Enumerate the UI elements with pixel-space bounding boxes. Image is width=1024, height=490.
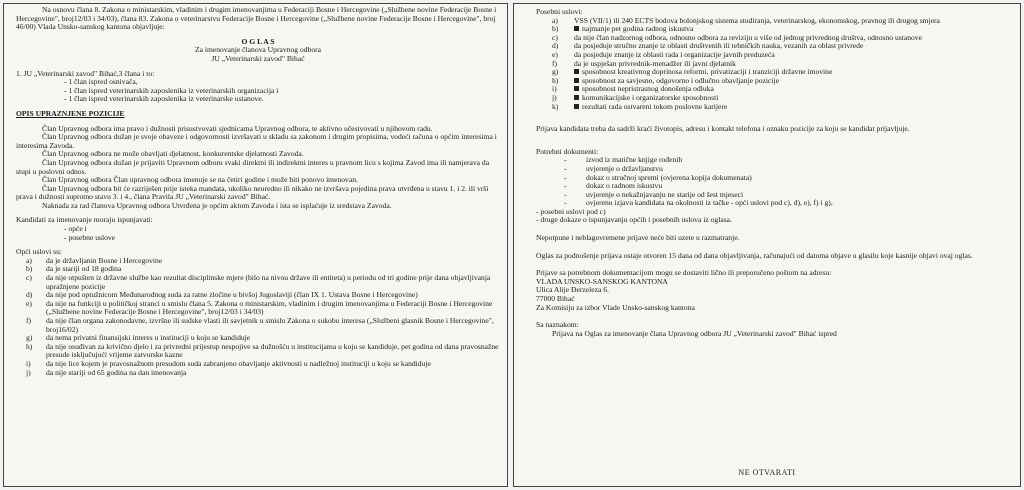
opis-paragraph: Naknada za rad članova Upravnog odbora Utvrđena je općim aktom Zavoda i ista se isplaćuje iz sredstava Zavoda. (42, 200, 392, 210)
right-column (513, 3, 1021, 487)
list-item: k) rezultati rada ostvareni tokom poslovne karijere (536, 103, 1012, 112)
list-item: - izvod iz matične knjige rođenih (564, 155, 683, 165)
bullet-square-icon: sposobnost kreativnog doprinosa reformi, privatizaciji i tranziciji državne imovine (574, 68, 1012, 77)
list-item: h) da nije osuđivan za krivično djelo i za privredni prijestup nespojive sa dužnošću u institucijama u koju se kandiduje, pet godina od dana pravosnažne presude isključujući vrijeme zatvorske kazne (26, 341, 499, 360)
opis-paragraph: Član Upravnog odbora dužan je svoje obaveze i odgovornosti izvršavati u skladu sa zakonom i drugim propisima, vodeći računa o općim interesima i interesima Zavoda. (16, 132, 497, 150)
list-item: i) da nije lice kojem je pravosnažnom presudom suda zabranjeno obavljanje aktivnosti u nadležnoj instituciji u koju se kandiduje (26, 358, 431, 368)
section-1-heading: 1. JU „Veterinarski zavod" Bihać,3 člana i to: (16, 68, 155, 78)
opci-heading: Opći uslovi su: (16, 247, 62, 257)
prijava-paragraph: Prijava kandidata treba da sadrži kraći životopis, adresu i kontakt telefona i oznaku pozicije za koju se kandidat prijavljuje. (536, 124, 910, 134)
opis-paragraph: Član Upravnog odbora ima pravo i dužnosti prisustvovati sjednicama Upravnog odbora, te aktivno učestvovati u njihovom radu. (42, 123, 433, 133)
list-item: g) sposobnost kreativnog doprinosa reformi, privatizaciji i tranziciji državne imovine (536, 68, 1012, 77)
address-line-1: VLADA UNSKO-SANSKOG KANTONA (536, 276, 668, 286)
list-item: - 1 član ispred osnivača, (64, 78, 500, 87)
list-item: j) da nije stariji od 65 godina na dan imenovanja (26, 367, 187, 377)
docs-posebni-line: - posebni uslovi pod c) (536, 206, 606, 216)
list-item: f) da je uspješan privrednik-menadžer ili javni djelatnik (552, 58, 736, 68)
list-item: g) da nema privatni finansijski interes u instituciji u koju se kandiduje (26, 333, 251, 343)
list-item: i) sposobnost nepristrasnog donošenja odluka (536, 85, 1012, 94)
opis-paragraph: Član Upravnog odbora bit će razriješen prije isteka mandata, ukoliko neuredno ili nikako ne izvršava pojedina prava utvrđena u stavu 1. i 2. ili vrši prava i dužnosti suprotno stavu 3. i 4., člana Pravila JU „Veterinarski zavod" Bihać. (16, 183, 489, 202)
list-item: d) da posjeduje stručno znanje iz oblasti društvenih ili tehničkih nauka, vezanih za oblast privrede (552, 41, 864, 51)
naznakom-text: Prijava na Oglas za imenovanje člana Upravnog odbora JU „Veterinarski zavod" Bihać ispred (552, 328, 837, 338)
list-item: - uvjerenje o nekažnjavanju ne starije od šest mjeseci (564, 189, 744, 199)
potrebni-heading: Potrebni dokumenti: (536, 146, 599, 156)
list-item: - ovjerenu izjavu kandidata na okolnosti iz tačke - opći uslovi pod c), d), e), f) i g), (564, 198, 833, 208)
posebni-heading: Posebni uslovi: (536, 7, 583, 16)
docs-druge-line: - druge dokaze o ispunjavanju općih i posebnih uslova iz oglasa. (536, 215, 732, 225)
intro-paragraph: Na osnovu člana 8. Zakona o ministarskim, vladinim i drugim imenovanjima u Federaciji Bosne i Hercegovine („Službene novine Federacije Bosne i Hercegovine", broj12/03 i 34/03), člana 83. Zakona o veterinarstvu Federacije Bosne i Hercegovine („Službene novine Federacije Bosne i Hercegovine", broj 46/00) Vlada Unsko-sanskog kantona objavljuje: (16, 5, 497, 32)
posebni-list (536, 17, 1012, 112)
left-column (3, 3, 508, 487)
section-1-list (16, 78, 500, 104)
naznakom-heading: Sa naznakom: (536, 320, 579, 330)
list-item: - 1 član ispred veterinarskih zaposlenika iz veterinarskih organizacija i (64, 87, 500, 96)
address-line-4: Za Komisiju za izbor Vlade Unsko-sanskog kantona (536, 302, 695, 312)
list-item: - posebne uslove (64, 234, 500, 243)
list-item: j) komunikacijske i organizatorske sposobnosti (536, 94, 1012, 103)
list-item: c) da nije otpušten iz državne službe kao rezultat disciplinske mjere (bilo na nivou države ili entiteta) u periodu od tri godine prije dana objavljivanja upražnjene pozicije (26, 273, 491, 291)
bullet-square-icon: rezultati rada ostvareni tokom poslovne karijere (574, 103, 1012, 112)
list-item: b) najmanje pet godina radnog iskustva (536, 25, 1012, 34)
ne-otvarati-label: NE OTVARATI (738, 468, 796, 478)
list-item: - dokaz o stručnoj spremi (ovjerena kopija dokumenata) (564, 172, 752, 182)
opis-paragraph: Član Upravnog odbora Član upravnog odbora imenuje se na četiri godine i može biti ponovo imenovan. (42, 175, 358, 185)
nepotpune-paragraph: Nepotpune i neblagovremene prijave neće biti uzete u razmatranje. (536, 233, 740, 243)
bullet-square-icon: sposobnost nepristrasnog donošenja odluka (574, 85, 1012, 94)
kandidati-list (16, 225, 500, 242)
oglas-title: O G L A S (241, 36, 275, 46)
list-item: - dokaz o radnom iskustvu (564, 181, 663, 191)
list-item: - 1 član ispred veterinarskih zaposlenika iz veterinarske ustanove. (64, 95, 500, 104)
docs-list (536, 156, 1012, 208)
list-item: e) da posjeduje znanje iz oblasti rada i organizacije javnih preduzeća (552, 49, 775, 59)
list-item: - uvjerenje o državljanstvu (564, 163, 663, 173)
opis-paragraph: Član Upravnog odbora ne može obavljati djelatnost, konkurentske djelatnosti Zavoda. (42, 149, 304, 159)
list-item: - opće i (64, 225, 500, 234)
bullet-square-icon: najmanje pet godina radnog iskustva (574, 25, 1012, 34)
address-line-2: Ulica Alije Đerzeleza 6. (536, 285, 609, 295)
list-item: b) da je stariji od 18 godina (26, 264, 122, 274)
list-item: e) da nije na funkciji u političkoj stranci u smislu člana 5. Zakona o ministarskim, vladinim i drugim imenovanjima u Federaciji Bosne i Hercegovine („Službene novine Federacije Bosne i Hercegovine", broj12/03 i 34/03) (26, 298, 493, 317)
list-item: h) sposobnost za savjesno, odgovorno i odlučno obavljanje pozicije (536, 77, 1012, 86)
opis-heading: OPIS UPRAZNJENE POZICIJE (16, 108, 125, 118)
list-item: d) da nije pod optužnicom Međunarodnog suda za ratne zločine u bivšoj Jugoslaviji (član IX 1. Ustava Bosne i Hercegovine) (26, 290, 418, 300)
bullet-square-icon: komunikacijske i organizatorske sposobnosti (574, 94, 1012, 103)
kandidati-heading: Kandidati za imenovanje moraju ispunjavati: (16, 215, 153, 225)
list-item: a) VSS (VII/1) ili 240 ECTS bodova bolonjskog sistema studiranja, veterinarskog, ekonomskog, pravnog ili drugog smjera (552, 15, 940, 25)
address-line-3: 77000 Bihać (536, 294, 575, 304)
list-item: c) da nije član nadzornog odbora, odnosno odbora za reviziju u više od jednog privrednog društva, odnosno ustanove (552, 32, 922, 42)
oglas-open-paragraph: Oglas za podnošenje prijava ostaje otvoren 15 dana od dana objavljivanja, računajući od datuma objave u glasilu koje kasnije objavi ovaj oglas. (536, 250, 973, 260)
opis-paragraph: Član Upravnog odbora dužan je prijaviti Upravnom odboru svaki direktni ili indirektni interes u pravnom licu s kojima Zavod ima ili namjerava da stupi u poslovni odnos. (16, 157, 490, 176)
prijave-paragraph: Prijave sa potrebnom dokumentacijom mogu se dostaviti lično ili preporučeno poštom na adresu: (536, 268, 832, 278)
bullet-square-icon: sposobnost za savjesno, odgovorno i odlučno obavljanje pozicije (574, 77, 1012, 86)
list-item: a) da je državljanin Bosne i Hercegovine (26, 255, 163, 265)
oglas-subtitle-1: Za imenovanje članova Upravnog odbora (194, 45, 322, 55)
oglas-subtitle-2: JU „Veterinarski zavod" Bihać (211, 53, 305, 63)
opci-list (16, 257, 500, 377)
list-item: f) da nije član organa zakonodavne, izvršne ili sudske vlasti ili savjetnik u smislu Zakona o sukobu interesa („Službeni glasnik Bosne i Hercegovine", broj16/02) (26, 316, 494, 334)
